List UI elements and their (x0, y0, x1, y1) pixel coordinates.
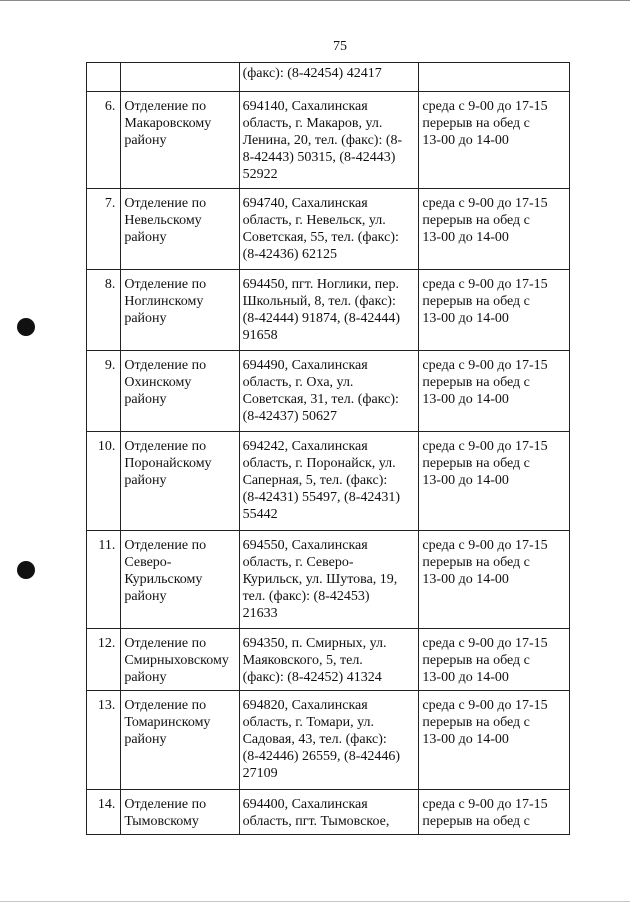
table-row (87, 189, 570, 270)
office-schedule: среда с 9-00 до 17-15 перерыв на обед с 13-00 до 14-00 (419, 531, 570, 629)
office-schedule: среда с 9-00 до 17-15 перерыв на обед с 13-00 до 14-00 (419, 270, 570, 351)
page-number: 75 (333, 39, 347, 54)
office-name: Отделение по Северо- Курильскому району (121, 531, 239, 629)
office-address: 694140, Сахалинская область, г. Макаров, ул. Ленина, 20, тел. (факс): (8- 8-42443) 50315, (8-42443) 52922 (239, 92, 419, 189)
table-row-continued (87, 63, 570, 92)
office-schedule: среда с 9-00 до 17-15 перерыв на обед с 13-00 до 14-00 (419, 92, 570, 189)
office-address: 694550, Сахалинская область, г. Северо- Курильск, ул. Шутова, 19, тел. (факс): (8-42453) 21633 (239, 531, 419, 629)
punch-hole-mark (17, 561, 35, 579)
office-address: 694490, Сахалинская область, г. Оха, ул. Советская, 31, тел. (факс): (8-42437) 50627 (239, 351, 419, 432)
row-number: 6. (87, 92, 121, 189)
office-name: Отделение по Макаровскому району (121, 92, 239, 189)
bottom-edge-line (0, 901, 630, 902)
office-address: 694242, Сахалинская область, г. Поронайск, ул. Саперная, 5, тел. (факс): (8-42431) 55497, (8-42431) 55442 (239, 432, 419, 531)
office-schedule: среда с 9-00 до 17-15 перерыв на обед с 13-00 до 14-00 (419, 189, 570, 270)
office-address: 694350, п. Смирных, ул. Маяковского, 5, тел. (факс): (8-42452) 41324 (239, 629, 419, 691)
punch-hole-mark (17, 318, 35, 336)
office-schedule (419, 63, 570, 92)
office-address: 694400, Сахалинская область, пгт. Тымовское, (239, 790, 419, 835)
row-number: 10. (87, 432, 121, 531)
row-number: 12. (87, 629, 121, 691)
table-row (87, 790, 570, 835)
office-name: Отделение по Невельскому району (121, 189, 239, 270)
row-number: 7. (87, 189, 121, 270)
table-row (87, 531, 570, 629)
office-schedule: среда с 9-00 до 17-15 перерыв на обед с 13-00 до 14-00 (419, 629, 570, 691)
office-name: Отделение по Смирныховскому району (121, 629, 239, 691)
table-row (87, 691, 570, 790)
row-number: 11. (87, 531, 121, 629)
row-number (87, 63, 121, 92)
row-number: 8. (87, 270, 121, 351)
table-row (87, 351, 570, 432)
table-row (87, 92, 570, 189)
office-address: (факс): (8-42454) 42417 (239, 63, 419, 92)
row-number: 13. (87, 691, 121, 790)
office-name: Отделение по Тымовскому (121, 790, 239, 835)
office-name: Отделение по Поронайскому району (121, 432, 239, 531)
office-name: Отделение по Ноглинскому району (121, 270, 239, 351)
office-address: 694820, Сахалинская область, г. Томари, ул. Садовая, 43, тел. (факс): (8-42446) 26559, (8-42446) 27109 (239, 691, 419, 790)
table-row (87, 432, 570, 531)
top-edge-line (0, 0, 630, 1)
table-row (87, 270, 570, 351)
office-address: 694740, Сахалинская область, г. Невельск, ул. Советская, 55, тел. (факс): (8-42436) 62125 (239, 189, 419, 270)
office-schedule: среда с 9-00 до 17-15 перерыв на обед с 13-00 до 14-00 (419, 432, 570, 531)
office-name: Отделение по Томаринскому району (121, 691, 239, 790)
row-number: 14. (87, 790, 121, 835)
office-schedule: среда с 9-00 до 17-15 перерыв на обед с 13-00 до 14-00 (419, 691, 570, 790)
office-name: Отделение по Охинскому району (121, 351, 239, 432)
office-schedule: среда с 9-00 до 17-15 перерыв на обед с (419, 790, 570, 835)
office-name (121, 63, 239, 92)
office-schedule: среда с 9-00 до 17-15 перерыв на обед с 13-00 до 14-00 (419, 351, 570, 432)
table-row (87, 629, 570, 691)
row-number: 9. (87, 351, 121, 432)
offices-table (86, 62, 570, 835)
office-address: 694450, пгт. Ноглики, пер. Школьный, 8, тел. (факс): (8-42444) 91874, (8-42444) 91658 (239, 270, 419, 351)
